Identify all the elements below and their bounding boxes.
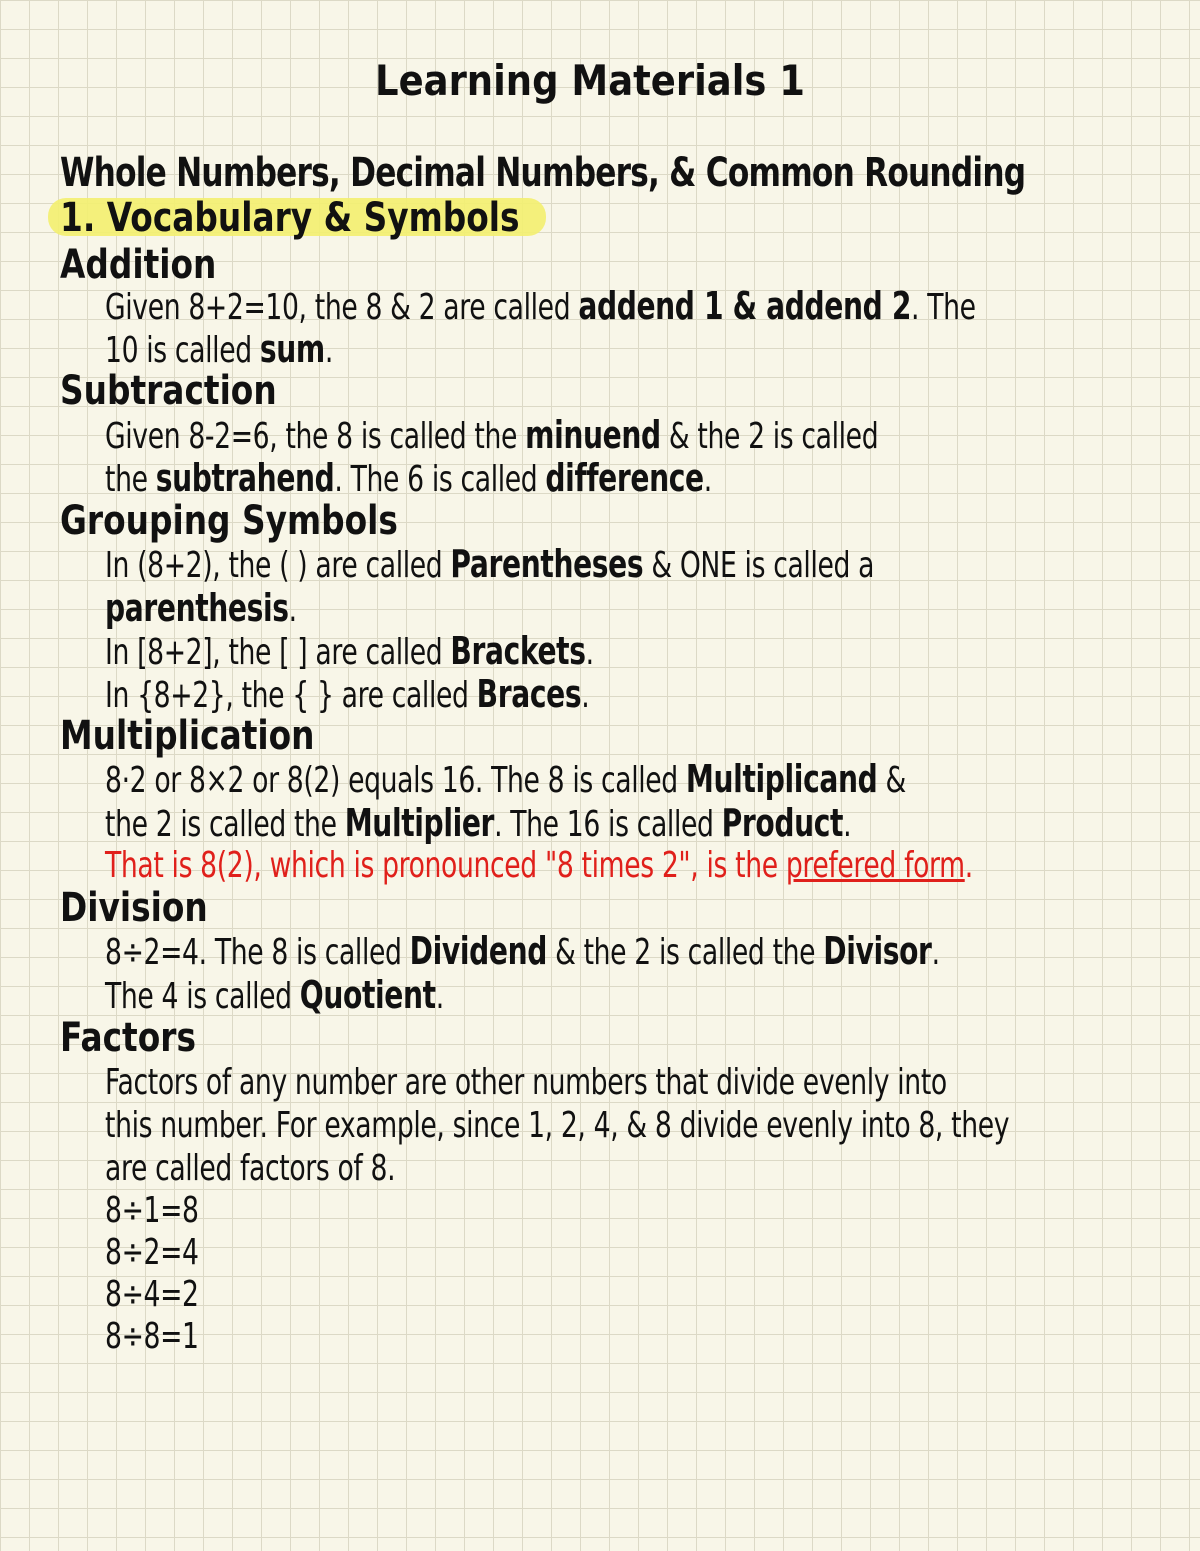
page-title: Learning Materials 1 bbox=[375, 56, 805, 105]
addition-line-2: 10 is called sum. bbox=[105, 327, 333, 371]
factors-equation-2: 8÷2=4 bbox=[105, 1232, 199, 1273]
multiplication-line-1: 8·2 or 8×2 or 8(2) equals 16. The 8 is called Multiplicand & bbox=[105, 757, 906, 801]
factors-line-3: are called factors of 8. bbox=[105, 1148, 396, 1189]
factors-line-2: this number. For example, since 1, 2, 4, & 8 divide evenly into 8, they bbox=[105, 1105, 1010, 1146]
section-heading: 1. Vocabulary & Symbols bbox=[60, 195, 520, 241]
heading-factors: Factors bbox=[60, 1015, 196, 1061]
subtraction-line-1: Given 8-2=6, the 8 is called the minuend & the 2 is called bbox=[105, 413, 879, 457]
heading-addition: Addition bbox=[60, 242, 217, 288]
division-line-1: 8÷2=4. The 8 is called Dividend & the 2 is called the Divisor. bbox=[105, 929, 940, 973]
factors-equation-1: 8÷1=8 bbox=[105, 1190, 199, 1231]
multiplication-note-red: That is 8(2), which is pronounced "8 times 2", is the prefered form. bbox=[105, 845, 973, 886]
heading-multiplication: Multiplication bbox=[60, 713, 315, 759]
grouping-line-2: parenthesis. bbox=[105, 586, 297, 630]
factors-equation-4: 8÷8=1 bbox=[105, 1316, 199, 1357]
heading-division: Division bbox=[60, 885, 208, 931]
heading-grouping-symbols: Grouping Symbols bbox=[60, 498, 398, 544]
factors-equation-3: 8÷4=2 bbox=[105, 1274, 199, 1315]
subtraction-line-2: the subtrahend. The 6 is called difference. bbox=[105, 456, 712, 500]
grouping-line-1: In (8+2), the ( ) are called Parentheses & ONE is called a bbox=[105, 542, 875, 586]
multiplication-line-2: the 2 is called the Multiplier. The 16 is called Product. bbox=[105, 801, 852, 845]
grouping-line-4: In {8+2}, the { } are called Braces. bbox=[105, 672, 590, 716]
page-subtitle: Whole Numbers, Decimal Numbers, & Common Rounding bbox=[60, 150, 1026, 196]
division-line-2: The 4 is called Quotient. bbox=[105, 973, 444, 1017]
heading-subtraction: Subtraction bbox=[60, 368, 277, 414]
grouping-line-3: In [8+2], the [ ] are called Brackets. bbox=[105, 629, 594, 673]
addition-line-1: Given 8+2=10, the 8 & 2 are called addend 1 & addend 2. The bbox=[105, 284, 976, 328]
factors-line-1: Factors of any number are other numbers that divide evenly into bbox=[105, 1062, 947, 1103]
